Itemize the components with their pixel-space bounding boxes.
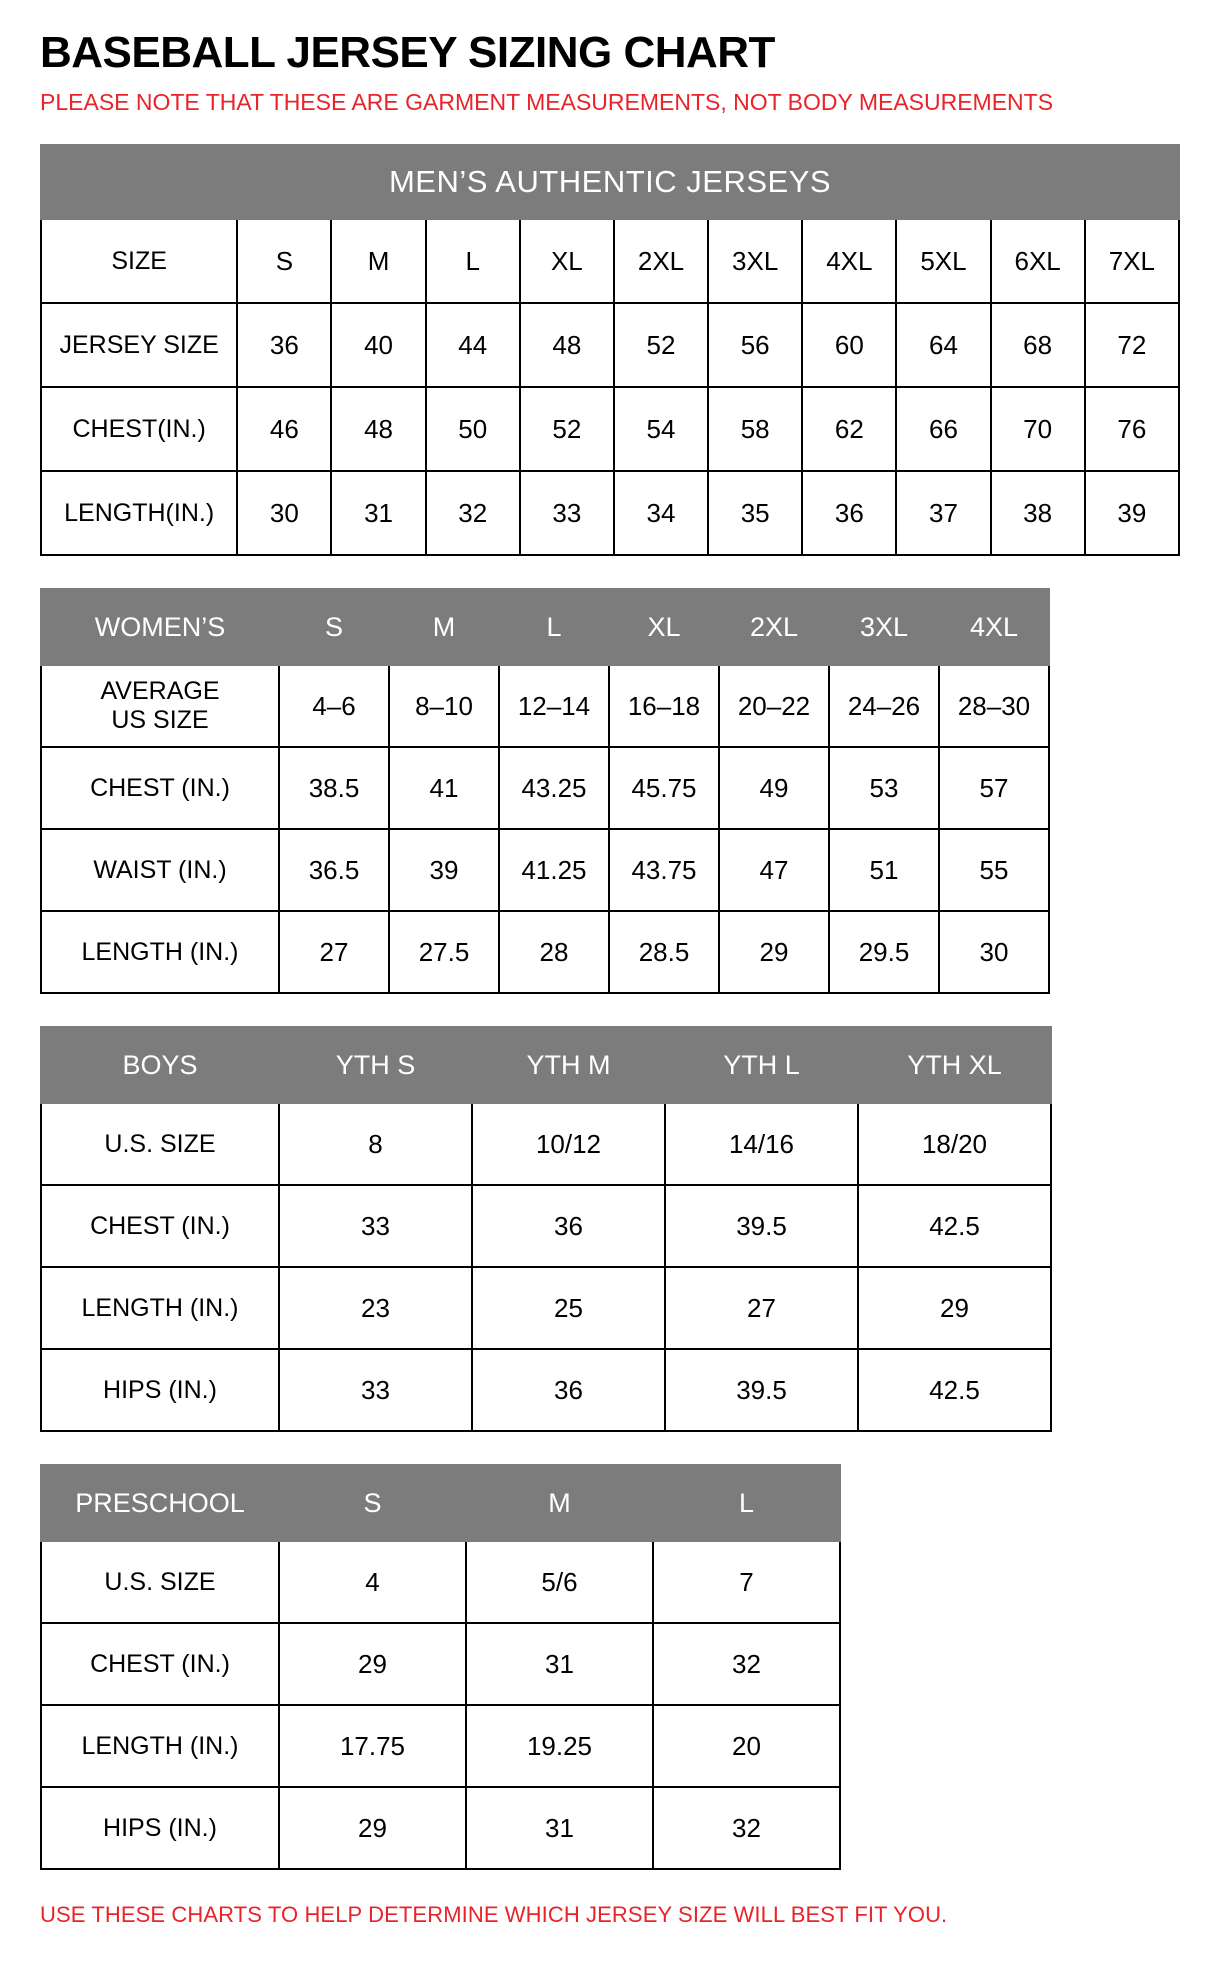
preschool-row-0-v1: 5/6 <box>466 1541 653 1623</box>
boys-row-2-v3: 29 <box>858 1267 1051 1349</box>
mens-row-0-v8: 68 <box>991 303 1085 387</box>
mens-row-1-v3: 52 <box>520 387 614 471</box>
boys-row-0-v2: 14/16 <box>665 1103 858 1185</box>
mens-size-1: M <box>331 219 425 303</box>
mens-size-4: 2XL <box>614 219 708 303</box>
mens-row-2-v2: 32 <box>426 471 520 555</box>
womens-row-2-label: WAIST (IN.) <box>41 829 279 911</box>
table-row <box>41 1185 1051 1267</box>
mens-row-1-v2: 50 <box>426 387 520 471</box>
table-row <box>41 219 1179 303</box>
mens-size-0: S <box>237 219 331 303</box>
womens-row-2-v6: 55 <box>939 829 1049 911</box>
table-row <box>41 665 1049 747</box>
preschool-row-0-label: U.S. SIZE <box>41 1541 279 1623</box>
mens-row-0-v0: 36 <box>237 303 331 387</box>
mens-row-1-v9: 76 <box>1085 387 1179 471</box>
mens-row-1-v1: 48 <box>331 387 425 471</box>
boys-row-1-v2: 39.5 <box>665 1185 858 1267</box>
womens-row-0-label-line2: US SIZE <box>111 706 209 735</box>
womens-row-1-v1: 41 <box>389 747 499 829</box>
womens-row-2-v4: 47 <box>719 829 829 911</box>
mens-row-0-v4: 52 <box>614 303 708 387</box>
preschool-row-1-v2: 32 <box>653 1623 840 1705</box>
mens-row-0-label: JERSEY SIZE <box>41 303 237 387</box>
table-row <box>41 1103 1051 1185</box>
table-row <box>41 1541 840 1623</box>
womens-row-0-v1: 8–10 <box>389 665 499 747</box>
womens-row-2-v2: 41.25 <box>499 829 609 911</box>
mens-row-1-v5: 58 <box>708 387 802 471</box>
preschool-size-0: S <box>279 1465 466 1541</box>
preschool-row-1-v1: 31 <box>466 1623 653 1705</box>
mens-row-1-v4: 54 <box>614 387 708 471</box>
mens-row-2-v4: 34 <box>614 471 708 555</box>
preschool-row-1-v0: 29 <box>279 1623 466 1705</box>
boys-row-2-v1: 25 <box>472 1267 665 1349</box>
womens-row-0-label <box>41 665 279 747</box>
mens-row-2-v1: 31 <box>331 471 425 555</box>
mens-size-3: XL <box>520 219 614 303</box>
womens-row-0-v4: 20–22 <box>719 665 829 747</box>
boys-row-2-v2: 27 <box>665 1267 858 1349</box>
mens-size-label: SIZE <box>41 219 237 303</box>
mens-size-8: 6XL <box>991 219 1085 303</box>
womens-size-4: 2XL <box>719 589 829 665</box>
mens-row-2-v8: 38 <box>991 471 1085 555</box>
womens-size-3: XL <box>609 589 719 665</box>
boys-row-3-v3: 42.5 <box>858 1349 1051 1431</box>
womens-row-3-v6: 30 <box>939 911 1049 993</box>
womens-row-0-v6: 28–30 <box>939 665 1049 747</box>
mens-row-0-v1: 40 <box>331 303 425 387</box>
boys-row-0-v3: 18/20 <box>858 1103 1051 1185</box>
table-row <box>41 1267 1051 1349</box>
mens-size-9: 7XL <box>1085 219 1179 303</box>
mens-row-2-v5: 35 <box>708 471 802 555</box>
mens-row-2-v7: 37 <box>896 471 990 555</box>
boys-row-0-label: U.S. SIZE <box>41 1103 279 1185</box>
preschool-size-2: L <box>653 1465 840 1541</box>
preschool-size-1: M <box>466 1465 653 1541</box>
mens-row-0-v7: 64 <box>896 303 990 387</box>
preschool-row-2-v1: 19.25 <box>466 1705 653 1787</box>
womens-row-0-v3: 16–18 <box>609 665 719 747</box>
boys-row-0-v0: 8 <box>279 1103 472 1185</box>
mens-size-6: 4XL <box>802 219 896 303</box>
boys-size-3: YTH XL <box>858 1027 1051 1103</box>
womens-row-2-v3: 43.75 <box>609 829 719 911</box>
mens-row-2-v6: 36 <box>802 471 896 555</box>
boys-row-1-v1: 36 <box>472 1185 665 1267</box>
footer-note: USE THESE CHARTS TO HELP DETERMINE WHICH JERSEY SIZE WILL BEST FIT YOU. <box>40 1902 948 1928</box>
table-row <box>41 1465 840 1541</box>
boys-row-1-label: CHEST (IN.) <box>41 1185 279 1267</box>
preschool-row-3-v1: 31 <box>466 1787 653 1869</box>
preschool-row-2-label: LENGTH (IN.) <box>41 1705 279 1787</box>
table-row <box>41 911 1049 993</box>
mens-size-5: 3XL <box>708 219 802 303</box>
womens-row-1-v5: 53 <box>829 747 939 829</box>
mens-row-1-v7: 66 <box>896 387 990 471</box>
table-row <box>41 1623 840 1705</box>
womens-row-2-v0: 36.5 <box>279 829 389 911</box>
mens-row-0-v3: 48 <box>520 303 614 387</box>
table-row <box>41 1705 840 1787</box>
preschool-row-1-label: CHEST (IN.) <box>41 1623 279 1705</box>
womens-row-3-v0: 27 <box>279 911 389 993</box>
measurement-note: PLEASE NOTE THAT THESE ARE GARMENT MEASUREMENTS, NOT BODY MEASUREMENTS <box>40 89 1054 116</box>
mens-size-7: 5XL <box>896 219 990 303</box>
womens-row-0-v5: 24–26 <box>829 665 939 747</box>
womens-row-1-v6: 57 <box>939 747 1049 829</box>
womens-row-1-v3: 45.75 <box>609 747 719 829</box>
womens-row-1-v4: 49 <box>719 747 829 829</box>
mens-row-0-v5: 56 <box>708 303 802 387</box>
womens-row-0-v2: 12–14 <box>499 665 609 747</box>
boys-size-2: YTH L <box>665 1027 858 1103</box>
mens-row-2-v0: 30 <box>237 471 331 555</box>
womens-row-1-v0: 38.5 <box>279 747 389 829</box>
boys-row-3-v1: 36 <box>472 1349 665 1431</box>
boys-row-0-v1: 10/12 <box>472 1103 665 1185</box>
mens-row-2-v9: 39 <box>1085 471 1179 555</box>
boys-row-2-v0: 23 <box>279 1267 472 1349</box>
table-row <box>41 387 1179 471</box>
womens-size-6: 4XL <box>939 589 1049 665</box>
table-row <box>41 471 1179 555</box>
page-title: BASEBALL JERSEY SIZING CHART <box>40 28 775 77</box>
preschool-row-0-v2: 7 <box>653 1541 840 1623</box>
womens-row-2-v1: 39 <box>389 829 499 911</box>
womens-size-2: L <box>499 589 609 665</box>
womens-row-3-v5: 29.5 <box>829 911 939 993</box>
table-row <box>41 589 1049 665</box>
table-row <box>41 1787 840 1869</box>
womens-size-5: 3XL <box>829 589 939 665</box>
mens-row-2-v3: 33 <box>520 471 614 555</box>
womens-row-2-v5: 51 <box>829 829 939 911</box>
boys-row-1-v0: 33 <box>279 1185 472 1267</box>
womens-row-3-v1: 27.5 <box>389 911 499 993</box>
womens-row-3-v2: 28 <box>499 911 609 993</box>
womens-row-0-label-line1: AVERAGE <box>100 677 220 706</box>
womens-row-1-label: CHEST (IN.) <box>41 747 279 829</box>
mens-row-1-v6: 62 <box>802 387 896 471</box>
boys-row-3-label: HIPS (IN.) <box>41 1349 279 1431</box>
preschool-row-0-v0: 4 <box>279 1541 466 1623</box>
mens-banner: MEN’S AUTHENTIC JERSEYS <box>41 145 1179 219</box>
womens-row-0-v0: 4–6 <box>279 665 389 747</box>
mens-size-2: L <box>426 219 520 303</box>
boys-row-1-v3: 42.5 <box>858 1185 1051 1267</box>
womens-size-1: M <box>389 589 499 665</box>
womens-label: WOMEN’S <box>41 589 279 665</box>
womens-sizing-table <box>40 588 1050 994</box>
preschool-row-3-v0: 29 <box>279 1787 466 1869</box>
mens-row-1-v8: 70 <box>991 387 1085 471</box>
womens-row-1-v2: 43.25 <box>499 747 609 829</box>
mens-sizing-table <box>40 144 1180 556</box>
boys-size-1: YTH M <box>472 1027 665 1103</box>
womens-row-3-label: LENGTH (IN.) <box>41 911 279 993</box>
boys-row-3-v2: 39.5 <box>665 1349 858 1431</box>
womens-row-3-v4: 29 <box>719 911 829 993</box>
table-row <box>41 303 1179 387</box>
boys-size-0: YTH S <box>279 1027 472 1103</box>
mens-row-0-v6: 60 <box>802 303 896 387</box>
womens-size-0: S <box>279 589 389 665</box>
preschool-row-3-label: HIPS (IN.) <box>41 1787 279 1869</box>
boys-row-2-label: LENGTH (IN.) <box>41 1267 279 1349</box>
mens-row-2-label: LENGTH(IN.) <box>41 471 237 555</box>
womens-row-3-v3: 28.5 <box>609 911 719 993</box>
preschool-row-2-v0: 17.75 <box>279 1705 466 1787</box>
table-row <box>41 747 1049 829</box>
preschool-row-3-v2: 32 <box>653 1787 840 1869</box>
boys-sizing-table <box>40 1026 1052 1432</box>
mens-row-0-v2: 44 <box>426 303 520 387</box>
mens-row-1-v0: 46 <box>237 387 331 471</box>
preschool-row-2-v2: 20 <box>653 1705 840 1787</box>
boys-label: BOYS <box>41 1027 279 1103</box>
table-row <box>41 1349 1051 1431</box>
boys-row-3-v0: 33 <box>279 1349 472 1431</box>
preschool-label: PRESCHOOL <box>41 1465 279 1541</box>
table-row <box>41 145 1179 219</box>
mens-row-0-v9: 72 <box>1085 303 1179 387</box>
preschool-sizing-table <box>40 1464 841 1870</box>
table-row <box>41 829 1049 911</box>
mens-row-1-label: CHEST(IN.) <box>41 387 237 471</box>
table-row <box>41 1027 1051 1103</box>
